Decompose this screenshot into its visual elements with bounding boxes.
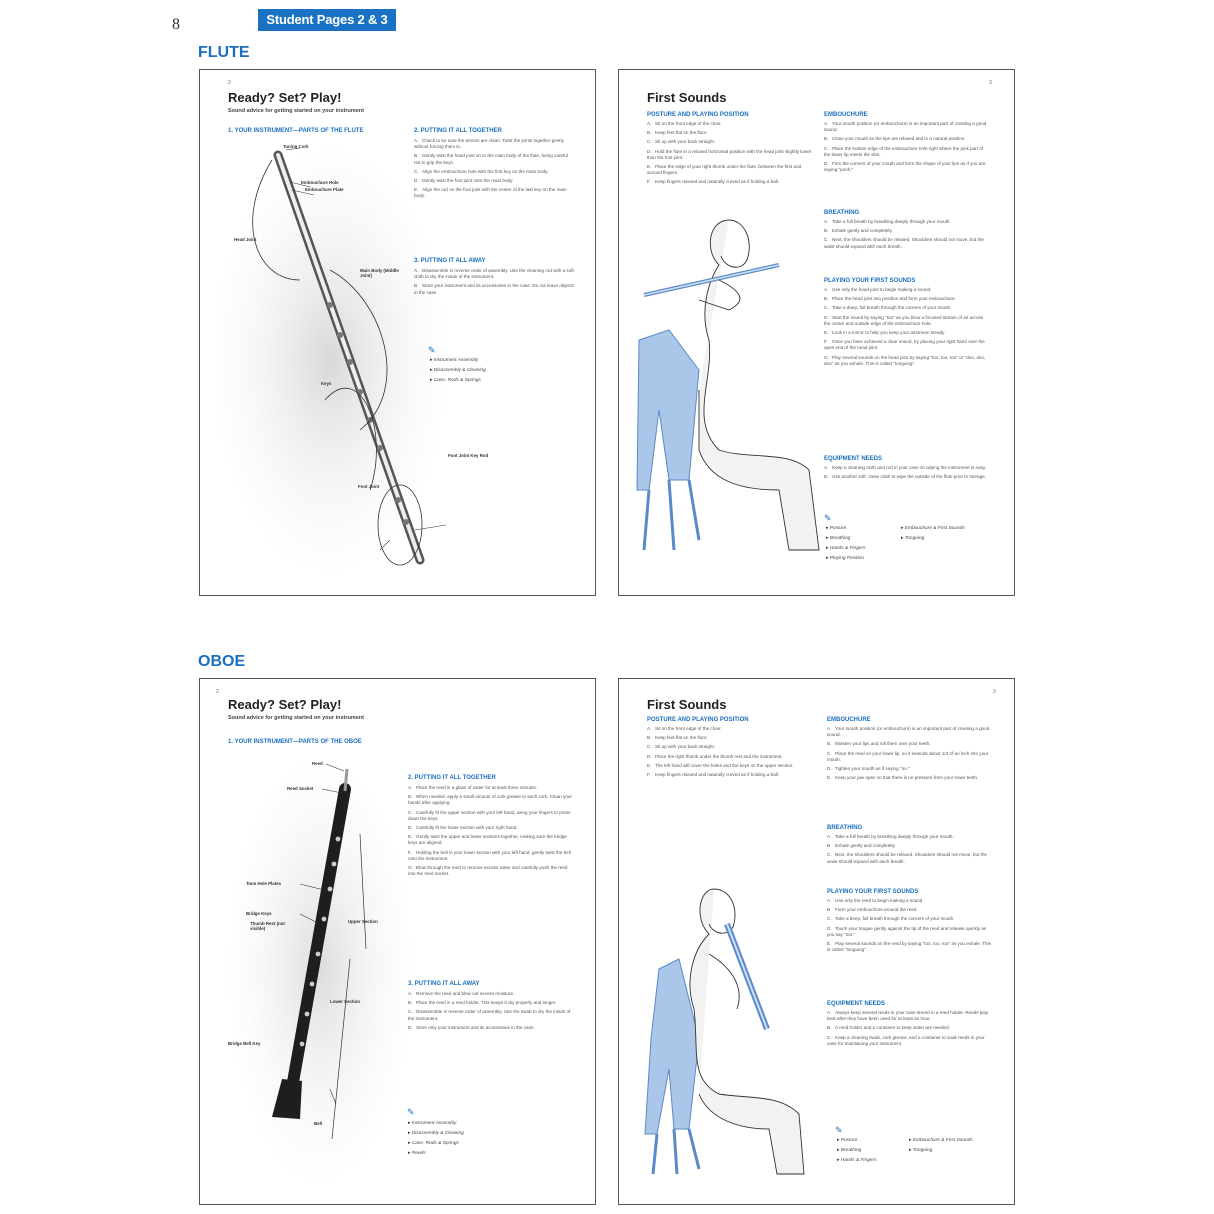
student-pages-tab: Student Pages 2 & 3 [258,9,396,31]
list-item: A. Always keep several reeds in your case stored in a reed holder. Reeds play best after they have been used for at least an hour. [827,1010,989,1022]
list-item: B. Exhale gently and completely. [824,228,893,234]
list-item: A. Sit on the front edge of the chair. [647,726,722,731]
list-item: C. Align the embouchure hole with the first key on the main body. [414,168,549,174]
checklist-item: ▸ Reeds [408,1149,464,1159]
heading-breathing: BREATHING [824,210,860,216]
list-item: B. Moisten your lips and roll them over your teeth. [827,741,931,747]
pencil-icon: ✎ [407,1107,415,1117]
checklist-item: ▸ Embouchure & First Sounds [901,524,981,534]
heading-posture: POSTURE AND PLAYING POSITION [647,112,749,118]
list-item: C. Keep a cleaning swab, cork grease, and a container to soak reeds in your case for maintaining your instrument. [827,1034,985,1046]
list-item: E. Align the rod on the foot joint with the center of the last key on the main body. [414,187,567,199]
checklist-item: ▸ Instrument Assembly [408,1119,464,1129]
list-item: A. Use only the reed to begin making a sound. [827,898,924,903]
first-sounds-list [827,898,992,956]
list-item: C. Sit up with your back straight. [647,139,716,145]
list-item: B. A reed holder and a container to keep water are needed. [827,1025,950,1031]
equipment-list [824,465,989,483]
list-item: F. Holding the bell in your lower section with your left hand, gently twist the bell onto the instrument. [408,849,571,861]
callout-keys: Keys [321,381,332,386]
list-item: C. Next, the shoulders should be relaxed. Shoulders should not move, but the waist should expand with each breath. [827,852,987,864]
away-list [414,268,574,299]
heading-your-instrument: 1. YOUR INSTRUMENT—PARTS OF THE FLUTE [228,128,364,134]
callout-bridge-bell-key: Bridge Bell Key [228,1041,261,1046]
list-item: D. Start the sound by saying "too" as you blow a focused stream of air across the center and outside edge of the embouchure hole. [824,314,984,326]
list-item: D. Place the right thumb under the thumb rest and the instrument. [647,753,783,759]
page-title: Ready? Set? Play! [228,90,342,105]
heading-your-instrument: 1. YOUR INSTRUMENT—PARTS OF THE OBOE [228,739,362,745]
list-item: B. Close your mouth so the lips are relaxed and in a natural position. [824,136,966,142]
heading-putting-away: 3. PUTTING IT ALL AWAY [408,981,480,987]
flute-left-page [199,69,596,596]
list-item: E. Look in a mirror to help you keep your airstream steady. [824,330,946,336]
list-item: A. Place the reed in a glass of water for at least three minutes. [408,785,538,790]
checklist-item: ▸ Tonguing [901,534,981,544]
list-item: C. Carefully fit the upper section with your left hand, using your fingers to press down the keys. [408,809,571,821]
page-subtitle: Sound advice for getting started on your instrument [228,715,364,721]
together-list [414,138,574,203]
checklist [826,524,865,564]
list-item: B. When needed, apply a small amount of cork grease to each cork. Clean your hands after applying. [408,794,573,806]
corner-page-number: 2 [216,689,219,695]
list-item: B. Keep feet flat on the floor. [647,130,708,136]
list-item: C. Disassemble in reverse order of assembly. Use the swab to dry the inside of the instrument. [408,1009,571,1021]
callout-head-joint: Head Joint [234,237,257,242]
corner-page-number: 3 [993,689,996,695]
callout-bridge-keys: Bridge Keys [246,911,272,916]
list-item: A. Take a full breath by breathing deeply through your mouth. [827,834,954,839]
checklist-item: ▸ Disassembly & Cleaning [408,1129,464,1139]
checklist-item: ▸ Case, Rods & Springs [430,376,486,386]
list-item: D. Hold the flute in a relaxed horizontal position with the head joint slightly lower than the foot joint. [647,148,812,160]
callout-embouchure-plate: Embouchure Plate [305,187,344,192]
posture-list [647,726,807,781]
checklist [430,356,486,386]
heading-first-sounds: PLAYING YOUR FIRST SOUNDS [827,889,919,895]
callout-tuning-cork: Tuning Cork [283,144,309,149]
breathing-list [824,219,989,253]
first-sounds-list [824,287,989,370]
heading-putting-together: 2. PUTTING IT ALL TOGETHER [408,775,496,781]
list-item: B. Place the head joint into position and form your embouchure. [824,296,956,302]
callout-upper-section: Upper Section [348,919,378,924]
checklist-item: ▸ Case, Rods & Springs [408,1139,464,1149]
heading-embouchure: EMBOUCHURE [827,717,871,723]
list-item: A. Check to be sure the tenons are clean. Twist the joints together gently without forcing them in. [414,138,564,150]
equipment-list [827,1010,992,1050]
callout-main-body: Main Body (Middle Joint) [360,268,399,278]
page-number: 8 [172,16,180,33]
checklist-item: ▸ Breathing [826,534,865,544]
checklist-item: ▸ Tonguing [909,1146,989,1156]
oboe-player-illustration [639,879,819,1179]
flute-section-title: FLUTE [198,44,250,61]
checklist-item: ▸ Instrument Assembly [430,356,486,366]
checklist [901,524,981,544]
list-item: F. Keep fingers relaxed and naturally curved as if holding a ball. [647,179,780,185]
list-item: B. Use another soft, clean cloth to wipe the outside of the flute prior to storage. [824,474,986,480]
list-item: G. Blow through the reed to remove excess water and carefully push the reed into the reed socket. [408,865,568,877]
flute-illustration [210,130,440,590]
pencil-icon: ✎ [428,345,436,355]
list-item: C. Take a deep, full breath through the corners of your mouth. [827,916,955,922]
list-item: E. The left hand will cover the holes and the keys on the upper section. [647,762,794,768]
pencil-icon: ✎ [835,1125,843,1135]
checklist [909,1136,989,1156]
oboe-section-title: OBOE [198,653,246,670]
list-item: E. Play several sounds on the reed by saying "too, too, too" as you exhale. This is called "tonguing". [827,941,991,953]
heading-equipment: EQUIPMENT NEEDS [824,456,883,462]
list-item: C. Take a deep, full breath through the corners of your mouth. [824,305,952,311]
callout-bell: Bell [314,1121,323,1126]
page-subtitle: Sound advice for getting started on your instrument [228,108,364,114]
list-item: F. Once you have achieved a clear sound, try placing your right hand over the open end of the head joint. [824,339,985,351]
list-item: A. Remove the reed and blow out excess moisture. [408,991,515,996]
list-item: A. Keep a cleaning cloth and rod in your case so wiping the instrument is easy. [824,465,987,470]
callout-foot-joint: Foot Joint [358,484,380,489]
embouchure-list [824,121,989,176]
list-item: A. Disassemble in reverse order of assembly. Use the cleaning rod with a soft cloth to dry the inside of the instrument. [414,268,574,280]
embouchure-list [827,726,992,784]
heading-equipment: EQUIPMENT NEEDS [827,1001,886,1007]
list-item: G. Play several sounds on the head joint by saying "too, too, too" or "doo, doo, doo" as you exhale. This is called "tonguing". [824,354,986,366]
oboe-left-page [199,678,596,1205]
list-item: B. Exhale gently and completely. [827,843,896,849]
callout-lower-section: Lower Section [330,999,361,1004]
checklist [408,1119,464,1159]
callout-reed: Reed [312,761,323,766]
list-item: A. Sit on the front edge of the chair. [647,121,722,126]
list-item: B. Store your instrument and its accessories in the case. Do not leave objects in the case. [414,283,574,295]
list-item: E. Gently twist the upper and lower sections together, making sure the bridge keys are aligned. [408,834,567,846]
pencil-icon: ✎ [824,513,832,523]
checklist-item: ▸ Embouchure & First Sounds [909,1136,989,1146]
flute-player-illustration [629,220,829,560]
corner-page-number: 2 [228,80,231,86]
heading-embouchure: EMBOUCHURE [824,112,868,118]
checklist-item: ▸ Posture [826,524,865,534]
together-list [408,785,573,880]
checklist-item: ▸ Playing Position [826,554,865,564]
oboe-right-page [618,678,1015,1205]
list-item: C. Place the bottom edge of the embouchure hole right where the pink part of the lower lip meets the skin. [824,145,984,157]
list-item: D. Carefully fit the lower section with your right hand. [408,825,518,831]
list-item: C. Next, the shoulders should be relaxed. Shoulders should not move, but the waist should expand with each breath. [824,237,984,249]
list-item: E. Keep your jaw open so that there is no pressure from your lower teeth. [827,775,979,781]
list-item: B. Keep feet flat on the floor. [647,735,708,741]
list-item: E. Place the edge of your right thumb under the flute, between the first and second fingers. [647,164,802,176]
heading-putting-together: 2. PUTTING IT ALL TOGETHER [414,128,502,134]
list-item: C. Sit up with your back straight. [647,744,716,750]
callout-embouchure-hole: Embouchure Hole [301,180,339,185]
flute-right-page [618,69,1015,596]
breathing-list [827,834,992,868]
list-item: B. Form your embouchure around the reed. [827,907,918,913]
callout-thumb-rest: Thumb Rest (not visible) [250,921,285,931]
callout-foot-joint-key-rod: Foot Joint Key Rod [448,453,489,458]
list-item: C. Place the reed on your lower lip, so it extends about 1/3 of an inch into your mouth. [827,750,989,762]
list-item: D. Touch your tongue gently against the tip of the reed and release quickly as you say "too." [827,925,987,937]
heading-posture: POSTURE AND PLAYING POSITION [647,717,749,723]
page-title: Ready? Set? Play! [228,697,342,712]
list-item: F. Keep fingers relaxed and naturally curved as if holding a ball. [647,772,780,778]
page-title: First Sounds [647,90,727,105]
checklist-item: ▸ Disassembly & Cleaning [430,366,486,376]
list-item: A. Use only the head joint to begin making a sound. [824,287,932,292]
heading-first-sounds: PLAYING YOUR FIRST SOUNDS [824,278,916,284]
checklist-item: ▸ Hands & Fingers [826,544,865,554]
callout-reed-socket: Reed Socket [287,786,314,791]
checklist-item: ▸ Hands & Fingers [837,1156,876,1166]
heading-putting-away: 3. PUTTING IT ALL AWAY [414,258,486,264]
list-item: A. Take a full breath by breathing deeply through your mouth. [824,219,951,224]
list-item: D. Gently twist the foot joint onto the main body. [414,178,514,184]
heading-breathing: BREATHING [827,825,863,831]
list-item: A. Your mouth position (or embouchure) is an important part of creating a good sound. [824,121,987,133]
page-title: First Sounds [647,697,727,712]
list-item: B. Gently twist the head joint on to the main body of the flute, being careful not to grip the keys. [414,153,568,165]
list-item: D. Tighten your mouth as if saying "oo." [827,766,910,772]
list-item: A. Your mouth position (or embouchure) is an important part of creating a good sound. [827,726,990,738]
away-list [408,991,573,1034]
checklist [837,1136,876,1166]
checklist-item: ▸ Breathing [837,1146,876,1156]
list-item: D. Store only your instrument and its accessories in the case. [408,1024,535,1030]
callout-tone-hole-plates: Tone Hole Plates [246,881,282,886]
list-item: B. Place the reed in a reed holder. This keeps it dry properly and longer. [408,1000,557,1006]
posture-list [647,121,812,189]
corner-page-number: 3 [989,80,992,86]
list-item: D. Firm the corners of your mouth and form the shape of your lips as if you are saying "pooh." [824,161,986,173]
checklist-item: ▸ Posture [837,1136,876,1146]
